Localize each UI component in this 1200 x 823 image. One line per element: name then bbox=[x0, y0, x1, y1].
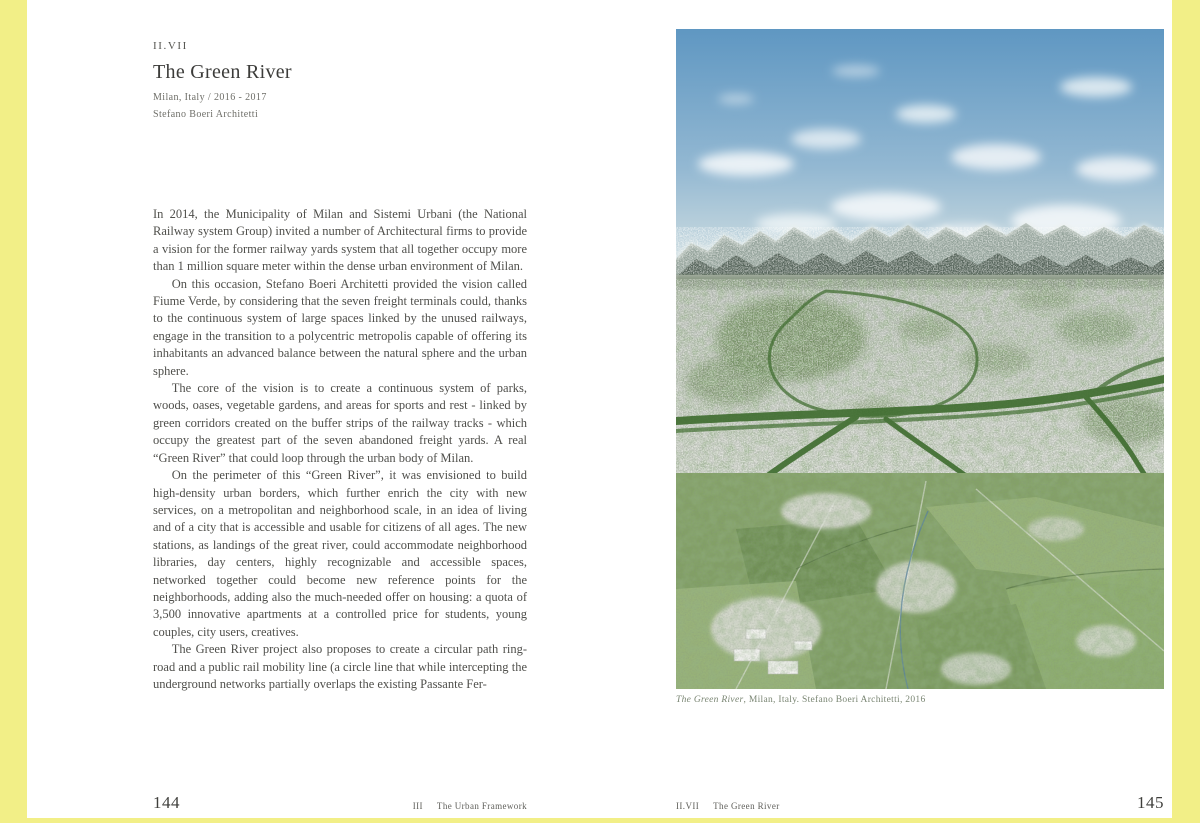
caption-details: , Milan, Italy. Stefano Boeri Architetti, 2016 bbox=[743, 695, 926, 705]
book-cover-edge-bottom bbox=[0, 818, 1200, 823]
footer-part-number: III bbox=[412, 801, 423, 811]
project-credit: Stefano Boeri Architetti bbox=[153, 109, 259, 120]
book-cover-edge-right bbox=[1172, 0, 1200, 823]
paragraph-3: The core of the vision is to create a continuous system of parks, woods, oases, vegetable gardens, and areas for sports and rest - linked by green corridors created on the buffer strips of the railway tracks - which occupy the greatest part of the seven abandoned freight yards. A real “Green River” that could loop through the urban body of Milan. bbox=[153, 381, 527, 465]
section-number: II.VII bbox=[153, 40, 188, 52]
caption-project-name: The Green River bbox=[676, 695, 744, 705]
image-caption bbox=[676, 695, 1164, 705]
footer-part-title: The Urban Framework bbox=[436, 801, 527, 811]
book-cover-edge-left bbox=[0, 0, 27, 823]
running-footer-left bbox=[153, 801, 527, 811]
running-footer-right bbox=[676, 801, 780, 811]
project-aerial-image bbox=[676, 29, 1164, 689]
page-title: The Green River bbox=[153, 61, 292, 83]
paragraph-1: In 2014, the Municipality of Milan and Sistemi Urbani (the National Railway system Group) invited a number of Architectural firms to provide a vision for the former railway yards system that all together occupy more than 1 million square meter within the dense urban environment of Milan. bbox=[153, 207, 527, 274]
paragraph-4: On the perimeter of this “Green River”, it was envisioned to build high-density urban borders, which further enrich the city with new services, on a metropolitan and neighborhood scale, in an idea of living and of a city that is accessible and usable for citizens of all ages. The new stations, as landings of the great river, could accommodate neighborhood libraries, day centers, highly recognizable and accessible spaces, networked together could become new reference points for the neighborhoods, adding also the much-needed offer on housing: a quota of 3,500 innovative apartments at a controlled price for students, young couples, city users, creatives. bbox=[153, 468, 527, 639]
page-number-left: 144 bbox=[153, 793, 180, 812]
article-body bbox=[153, 206, 527, 693]
project-location-years: Milan, Italy / 2016 - 2017 bbox=[153, 92, 267, 103]
foreground-fields bbox=[676, 473, 1164, 689]
paragraph-5: The Green River project also proposes to create a circular path ring-road and a public rail mobility line (a circle line that while intercepting the underground networks partially overlaps the existing Passante Fer- bbox=[153, 642, 527, 691]
page-number-right: 145 bbox=[1137, 793, 1164, 812]
footer-section-title: The Green River bbox=[713, 801, 780, 811]
footer-section-number: II.VII bbox=[676, 801, 700, 811]
paragraph-2: On this occasion, Stefano Boeri Architetti provided the vision called Fiume Verde, by considering that the seven freight terminals could, thanks to the continuous system of large spaces linked by the unused railways, engage in the transition to a polycentric metropolis capable of offering its inhabitants an advanced balance between the natural sphere and the urban sphere. bbox=[153, 276, 527, 378]
